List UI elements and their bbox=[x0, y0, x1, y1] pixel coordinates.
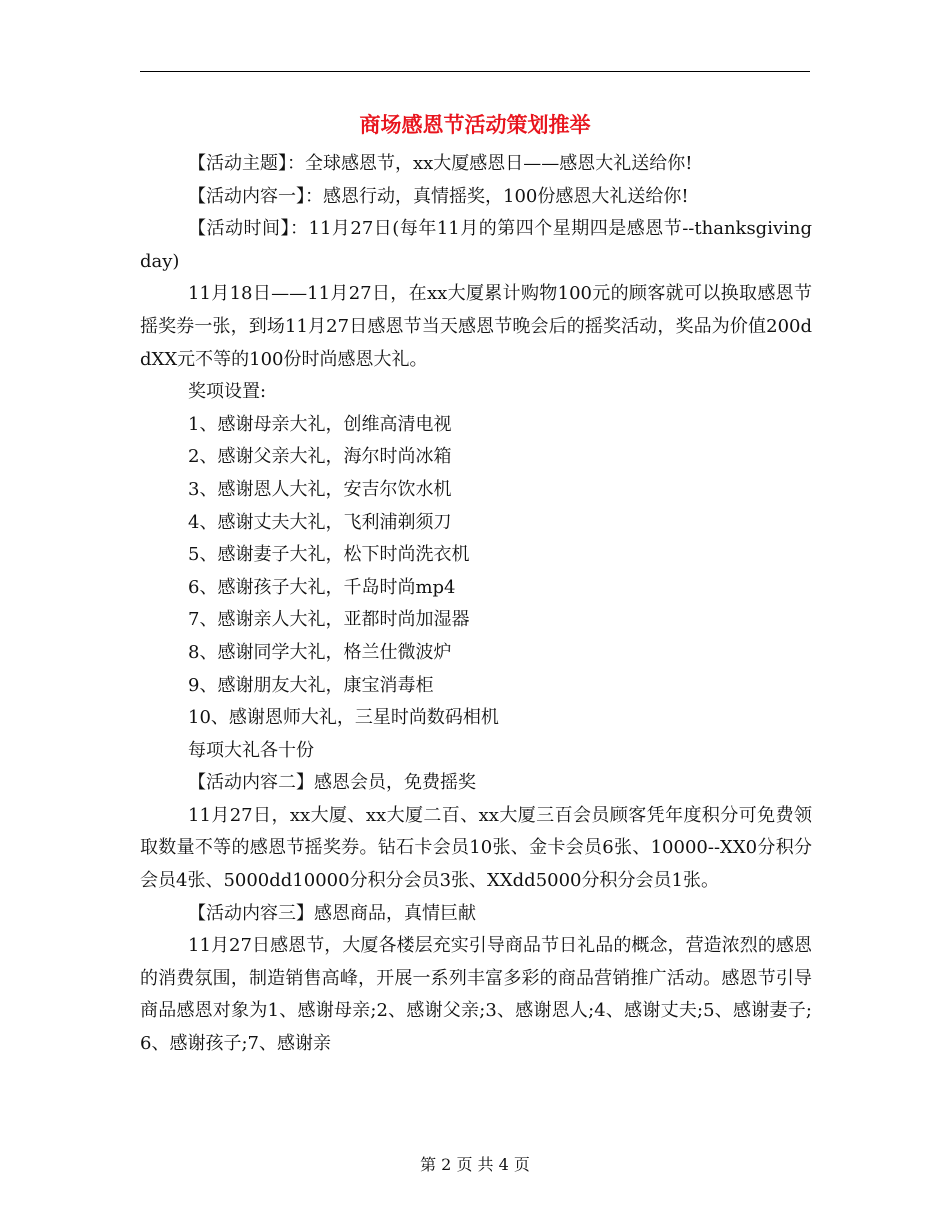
paragraph-content-three-heading: 【活动内容三】感恩商品，真情巨献 bbox=[188, 902, 476, 924]
paragraph-prize-count: 每项大礼各十份 bbox=[188, 739, 314, 761]
page-number: 第 2 页 共 4 页 bbox=[420, 1155, 530, 1174]
list-item: 6、感谢孩子大礼，千岛时尚mp4 bbox=[188, 576, 456, 598]
list-item: 5、感谢妻子大礼，松下时尚洗衣机 bbox=[188, 544, 470, 566]
paragraph-merchandise-details: 11月27日感恩节，大厦各楼层充实引导商品节日礼品的概念，营造浓烈的感恩的消费氛围，制造销售高峰，开展一系列丰富多彩的商品营销推广活动。感恩节引导商品感恩对象为1、感谢母亲;2、感谢父亲;3、感谢恩人;4、感谢丈夫;5、感谢妻子;6、感谢孩子;7、感谢亲 bbox=[140, 935, 812, 1055]
list-item: 1、感谢母亲大礼，创维高清电视 bbox=[188, 413, 452, 435]
paragraph-prize-heading: 奖项设置: bbox=[188, 381, 267, 403]
paragraph-time: 【活动时间】：11月27日(每年11月的第四个星期四是感恩节--thanksgiving day) bbox=[140, 218, 812, 272]
paragraph-content-two-heading: 【活动内容二】感恩会员，免费摇奖 bbox=[188, 772, 476, 794]
document-body bbox=[140, 148, 812, 1061]
paragraph-member-details: 11月27日，xx大厦、xx大厦二百、xx大厦三百会员顾客凭年度积分可免费领取数量不等的感恩节摇奖券。钻石卡会员10张、金卡会员6张、10000--XX0分积分会员4张、5000dd10000分积分会员3张、XXdd5000分积分会员1张。 bbox=[140, 804, 812, 892]
list-item: 9、感谢朋友大礼，康宝消毒柜 bbox=[188, 674, 434, 696]
paragraph-theme: 【活动主题】：全球感恩节，xx大厦感恩日——感恩大礼送给你! bbox=[188, 153, 693, 174]
list-item: 7、感谢亲人大礼，亚都时尚加湿器 bbox=[188, 609, 470, 631]
list-item: 10、感谢恩师大礼，三星时尚数码相机 bbox=[188, 707, 499, 729]
paragraph-content-one: 【活动内容一】：感恩行动，真情摇奖，100份感恩大礼送给你! bbox=[188, 185, 689, 207]
header-rule bbox=[140, 71, 810, 72]
list-item: 4、感谢丈夫大礼，飞利浦剃须刀 bbox=[188, 511, 452, 533]
list-item: 8、感谢同学大礼，格兰仕微波炉 bbox=[188, 641, 452, 663]
list-item: 2、感谢父亲大礼，海尔时尚冰箱 bbox=[188, 446, 452, 468]
document-title: 商场感恩节活动策划推举 bbox=[359, 112, 591, 137]
list-item: 3、感谢恩人大礼，安吉尔饮水机 bbox=[188, 478, 452, 500]
paragraph-details: 11月18日——11月27日，在xx大厦累计购物100元的顾客就可以换取感恩节摇奖券一张，到场11月27日感恩节当天感恩节晚会后的摇奖活动，奖品为价值200ddXX元不等的100份时尚感恩大礼。 bbox=[140, 283, 812, 370]
